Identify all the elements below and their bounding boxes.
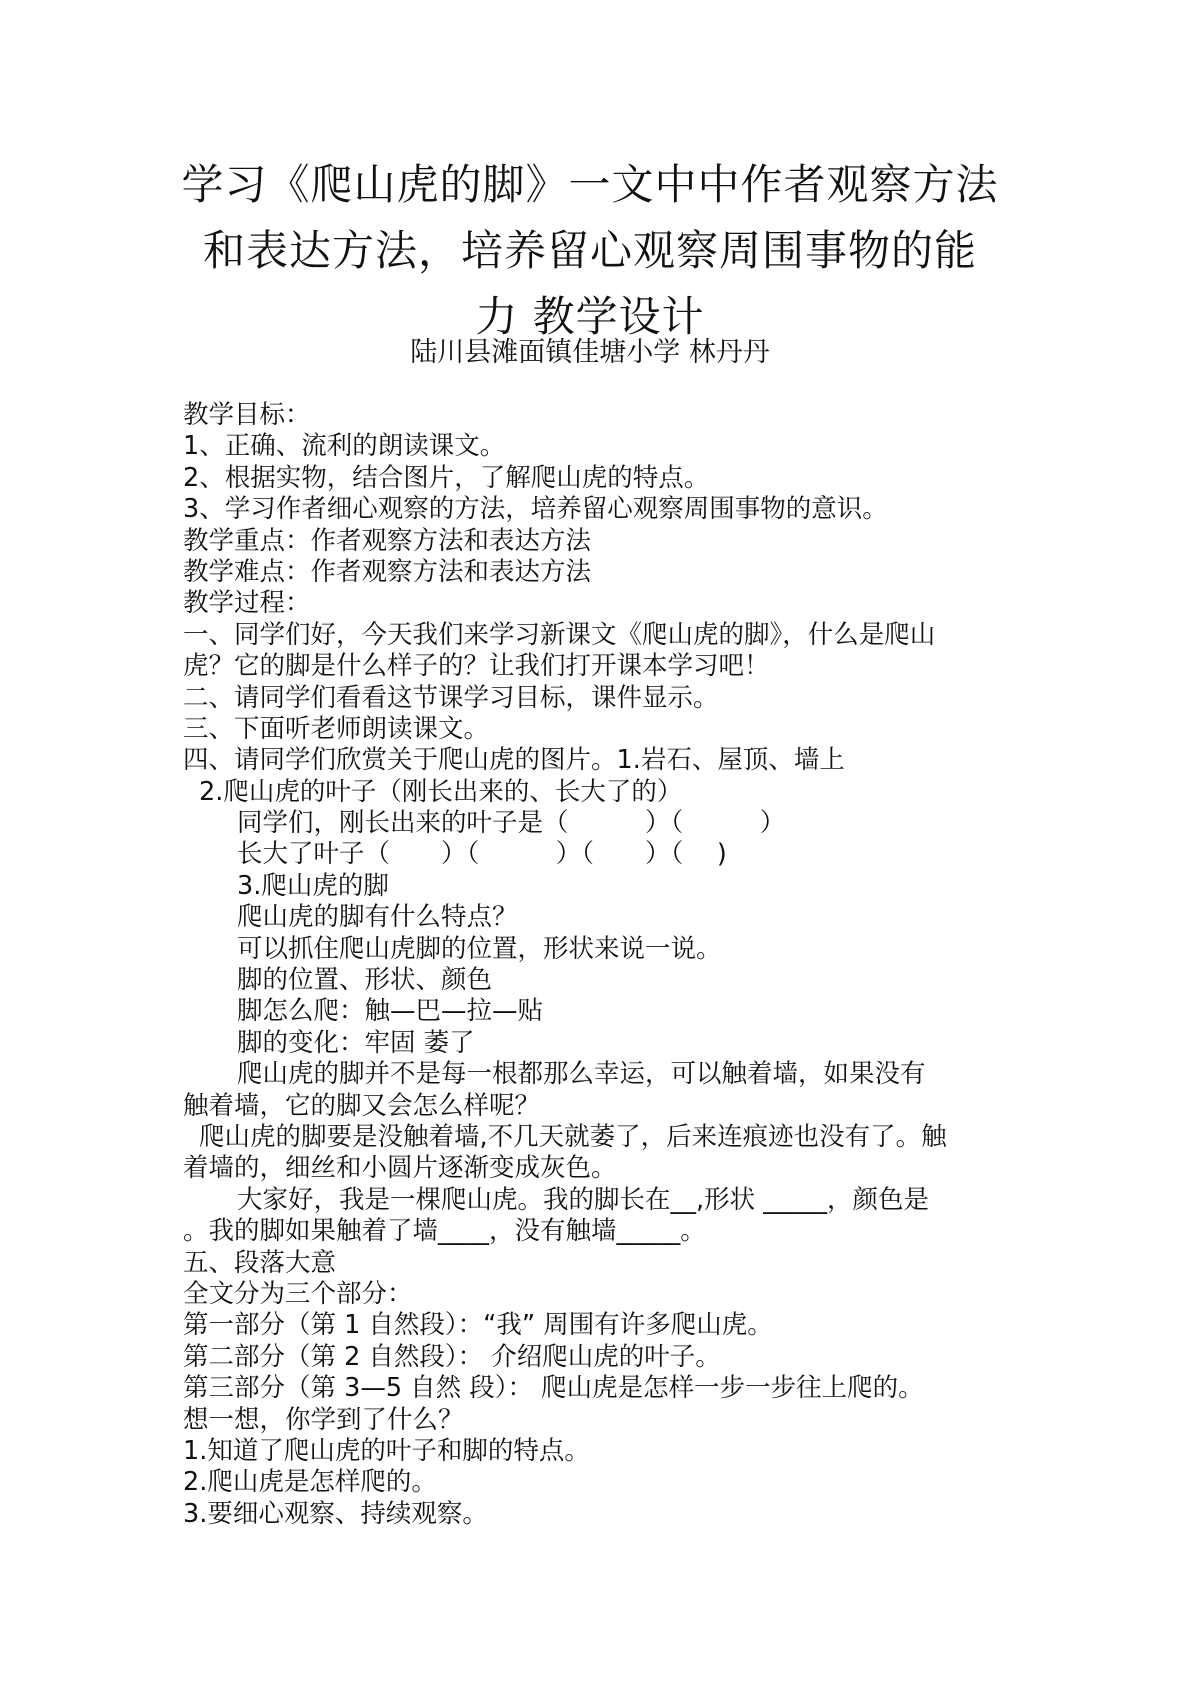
paragraph-line: 大家好，我是一棵爬山虎。我的脚长在__,形状 _____，颜色是 bbox=[237, 1184, 929, 1215]
paragraph-line: 可以抓住爬山虎脚的位置，形状来说一说。 bbox=[237, 933, 722, 964]
paragraph-line: 四、请同学们欣赏关于爬山虎的图片。1.岩石、屋顶、墙上 bbox=[183, 745, 845, 776]
paragraph-line: 爬山虎的脚并不是每一根都那么幸运，可以触着墙，如果没有 bbox=[237, 1059, 926, 1090]
part-item: 第三部分（第 3—5 自然 段）： 爬山虎是怎样一步一步往上爬的。 bbox=[183, 1373, 924, 1404]
title-line: 力 教学设计 bbox=[475, 292, 705, 341]
paragraph-line: 二、请同学们看看这节课学习目标，课件显示。 bbox=[183, 682, 719, 713]
objective-item: 3、学习作者细心观察的方法，培养留心观察周围事物的意识。 bbox=[183, 494, 888, 525]
paragraph-line: 着墙的，细丝和小圆片逐渐变成灰色。 bbox=[183, 1153, 617, 1184]
document-body bbox=[183, 400, 1023, 1530]
paragraph-line: 爬山虎的脚要是没触着墙,不几天就萎了，后来连痕迹也没有了。触 bbox=[199, 1121, 947, 1152]
paragraph-line: 。我的脚如果触着了墙____，没有触墙_____。 bbox=[183, 1216, 706, 1247]
part-item: 第一部分（第 1 自然段）：“我” 周围有许多爬山虎。 bbox=[183, 1310, 773, 1341]
objective-item: 2、根据实物，结合图片，了解爬山虎的特点。 bbox=[183, 462, 710, 493]
paragraph-line: 脚的变化：牢固 萎了 bbox=[237, 1027, 475, 1058]
objective-item: 1、正确、流利的朗读课文。 bbox=[183, 431, 506, 462]
paragraph-line: 爬山虎的脚有什么特点？ bbox=[237, 902, 518, 933]
paragraph-line: 一、同学们好，今天我们来学习新课文《爬山虎的脚》，什么是爬山 bbox=[183, 619, 936, 650]
learning-item: 2.爬山虎是怎样爬的。 bbox=[183, 1467, 437, 1498]
key-point: 教学重点：作者观察方法和表达方法 bbox=[183, 525, 592, 556]
title-line: 和表达方法，培养留心观察周围事物的能 bbox=[202, 226, 977, 275]
paragraph-line: 想一想，你学到了什么？ bbox=[183, 1404, 464, 1435]
learning-item: 1.知道了爬山虎的叶子和脚的特点。 bbox=[183, 1435, 590, 1466]
author-line: 陆川县滩面镇佳塘小学 林丹丹 bbox=[410, 337, 770, 368]
paragraph-line: 脚怎么爬：触—巴—拉—贴 bbox=[237, 996, 544, 1027]
paragraph-line: 触着墙，它的脚又会怎么样呢？ bbox=[183, 1090, 541, 1121]
paragraph-line: 虎？它的脚是什么样子的？让我们打开课本学习吧！ bbox=[183, 651, 770, 682]
paragraph-line: 三、下面听老师朗读课文。 bbox=[183, 713, 490, 744]
paragraph-line: 3.爬山虎的脚 bbox=[237, 870, 389, 901]
title-line: 学习《爬山虎的脚》一文中中作者观察方法 bbox=[181, 160, 999, 209]
learning-item: 3.要细心观察、持续观察。 bbox=[183, 1498, 488, 1529]
document-title bbox=[150, 152, 1030, 350]
paragraph-line: 同学们，刚长出来的叶子是（ ）（ ） bbox=[237, 808, 786, 839]
paragraph-line: 脚的位置、形状、颜色 bbox=[237, 965, 493, 996]
paragraph-line: 长大了叶子（ ）（ ）（ ）（ ) bbox=[237, 839, 727, 870]
section-heading-process: 教学过程： bbox=[183, 588, 311, 619]
difficult-point: 教学难点：作者观察方法和表达方法 bbox=[183, 556, 592, 587]
paragraph-line: 2.爬山虎的叶子（刚长出来的、长大了的） bbox=[199, 776, 683, 807]
paragraph-line: 全文分为三个部分： bbox=[183, 1278, 413, 1309]
section-heading-objectives: 教学目标： bbox=[183, 400, 311, 430]
part-item: 第二部分（第 2 自然段）： 介绍爬山虎的叶子。 bbox=[183, 1341, 721, 1372]
section-heading-summary: 五、段落大意 bbox=[183, 1247, 337, 1278]
